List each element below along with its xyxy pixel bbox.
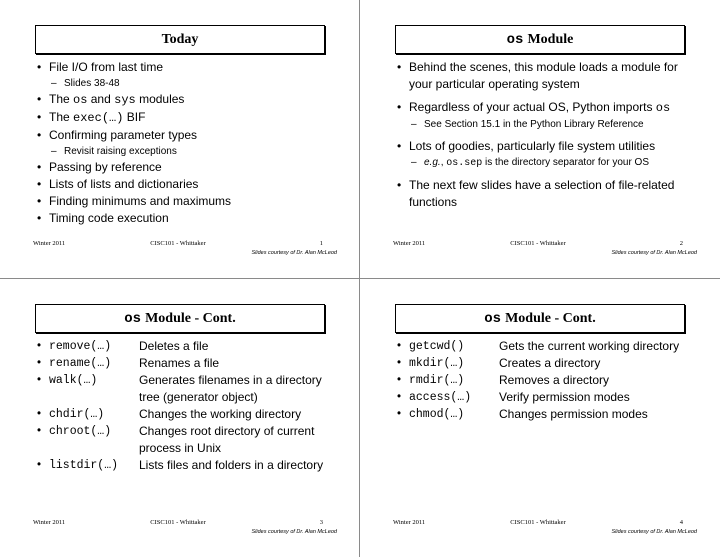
- slide-credit: Slides courtesy of Dr. Alan McLeod: [611, 250, 697, 256]
- function-desc: Changes permission modes: [499, 407, 648, 421]
- slide-3-title: [35, 304, 325, 333]
- function-table: [397, 338, 679, 423]
- table-row: [397, 355, 679, 372]
- bullet: • Behind the scenes, this module loads a module for your particular operating system: [397, 59, 697, 93]
- slide-2-title: [395, 25, 685, 54]
- sub-bullet: – See Section 15.1 in the Python Library Reference: [397, 117, 697, 132]
- table-row: [397, 338, 679, 355]
- title-code: os: [484, 310, 502, 327]
- slide-2-body: [397, 59, 697, 211]
- function-desc: Changes root directory of current process in Unix: [139, 424, 315, 455]
- footer-course: CISC101 - Whittaker: [150, 519, 206, 526]
- function-name: • chdir(…): [37, 406, 139, 423]
- function-name: • rename(…): [37, 355, 139, 372]
- slide-3: [0, 279, 360, 557]
- function-name: • mkdir(…): [397, 355, 499, 372]
- function-desc: Deletes a file: [139, 339, 209, 353]
- bullet: • Regardless of your actual OS, Python imports os: [397, 99, 697, 117]
- bullet: • The exec(…) BIF: [37, 109, 337, 127]
- function-table: [37, 338, 337, 474]
- bullet: • File I/O from last time: [37, 59, 337, 76]
- slide-4-body: [397, 338, 697, 423]
- title-code: os: [124, 310, 142, 327]
- footer-course: CISC101 - Whittaker: [510, 240, 566, 247]
- slide-1-body: [37, 59, 337, 227]
- slide-1: [0, 0, 360, 278]
- function-desc: Generates filenames in a directory tree (generator object): [139, 373, 322, 404]
- function-name: • rmdir(…): [397, 372, 499, 389]
- slide-credit: Slides courtesy of Dr. Alan McLeod: [611, 529, 697, 535]
- bullet: • Lists of lists and dictionaries: [37, 176, 337, 193]
- function-name: • getcwd(): [397, 338, 499, 355]
- title-text: Module - Cont.: [505, 310, 596, 326]
- footer-course: CISC101 - Whittaker: [510, 519, 566, 526]
- footer-page-number: 4: [679, 519, 683, 526]
- bullet: • Lots of goodies, particularly file system utilities: [397, 138, 697, 155]
- table-row: [37, 423, 337, 457]
- function-desc: Renames a file: [139, 356, 220, 370]
- function-name: • walk(…): [37, 372, 139, 406]
- footer-page-number: 3: [319, 519, 323, 526]
- function-name: • access(…): [397, 389, 499, 406]
- table-row: [37, 338, 337, 355]
- slide-4-title: [395, 304, 685, 333]
- table-row: [37, 372, 337, 406]
- bullet: • Confirming parameter types: [37, 127, 337, 144]
- title-text: Module - Cont.: [145, 310, 236, 326]
- footer-term: Winter 2011: [393, 240, 426, 247]
- slide-credit: Slides courtesy of Dr. Alan McLeod: [251, 250, 337, 256]
- table-row: [397, 389, 679, 406]
- bullet: • Timing code execution: [37, 210, 337, 227]
- slide-1-title-text: Today: [161, 31, 199, 47]
- footer-term: Winter 2011: [33, 519, 66, 526]
- function-name: • remove(…): [37, 338, 139, 355]
- bullet: • Passing by reference: [37, 159, 337, 176]
- footer-page-number: 2: [679, 240, 683, 247]
- title-code: os: [506, 31, 524, 48]
- function-desc: Gets the current working directory: [499, 339, 680, 353]
- slide-3-body: [37, 338, 337, 474]
- function-desc: Verify permission modes: [499, 390, 630, 404]
- function-name: • listdir(…): [37, 457, 139, 474]
- function-desc: Changes the working directory: [139, 407, 302, 421]
- sub-bullet: – e.g., os.sep is the directory separator for your OS: [397, 155, 697, 171]
- slide-2: [360, 0, 720, 278]
- slide-1-title: [35, 25, 325, 54]
- function-name: • chmod(…): [397, 406, 499, 423]
- table-row: [397, 372, 679, 389]
- title-text: Module: [527, 31, 574, 47]
- function-desc: Creates a directory: [499, 356, 601, 370]
- sub-bullet: – Slides 38-48: [37, 76, 337, 91]
- footer-page-number: 1: [319, 240, 323, 247]
- table-row: [397, 406, 679, 423]
- table-row: [37, 355, 337, 372]
- bullet: • The next few slides have a selection of file-related functions: [397, 177, 697, 211]
- slide-credit: Slides courtesy of Dr. Alan McLeod: [251, 529, 337, 535]
- bullet: • Finding minimums and maximums: [37, 193, 337, 210]
- function-name: • chroot(…): [37, 423, 139, 457]
- function-desc: Lists files and folders in a directory: [139, 458, 324, 472]
- bullet: • The os and sys modules: [37, 91, 337, 109]
- table-row: [37, 406, 337, 423]
- footer-term: Winter 2011: [33, 240, 66, 247]
- sub-bullet: – Revisit raising exceptions: [37, 144, 337, 159]
- table-row: [37, 457, 337, 474]
- slide-4: [360, 279, 720, 557]
- footer-course: CISC101 - Whittaker: [150, 240, 206, 247]
- function-desc: Removes a directory: [499, 373, 610, 387]
- footer-term: Winter 2011: [393, 519, 426, 526]
